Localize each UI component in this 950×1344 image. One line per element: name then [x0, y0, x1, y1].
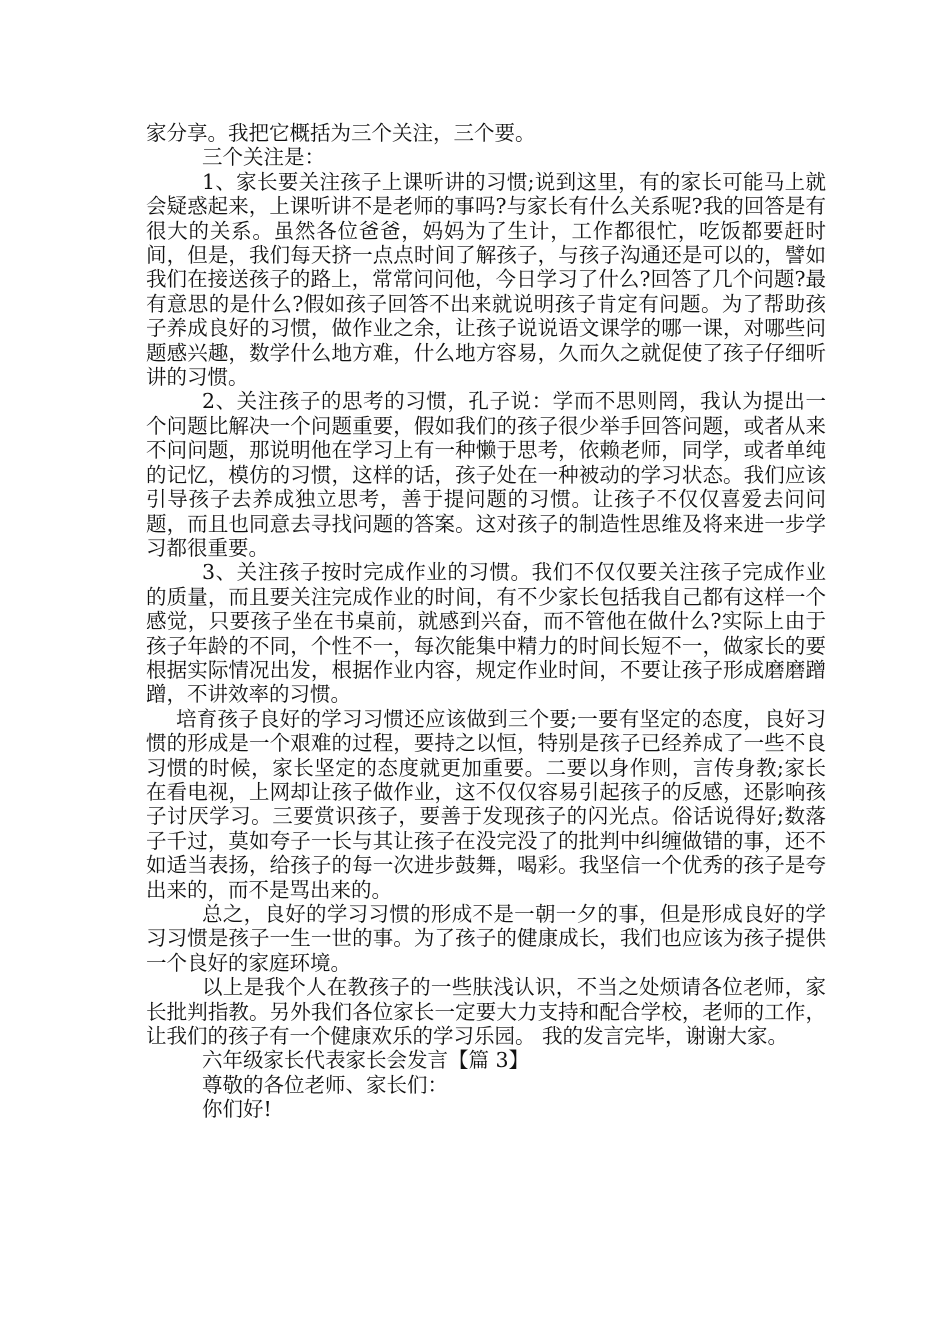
paragraph-closing: 以上是我个人在教孩子的一些肤浅认识，不当之处烦请各位老师，家长批判指教。另外我们各位家长一定要大力支持和配合学校，老师的工作，让我们的孩子有一个健康欢乐的学习乐园。 我的发言完毕，谢谢大家。	[146, 975, 826, 1049]
paragraph-three-musts: 培育孩子良好的学习习惯还应该做到三个要;一要有坚定的态度，良好习惯的形成是一个艰难的过程，要持之以恒，特别是孩子已经养成了一些不良习惯的时候，家长坚定的态度就更加重要。二要以身作则，言传身教;家长在看电视，上网却让孩子做作业，这不仅仅容易引起孩子的反感，还影响孩子讨厌学习。三要赏识孩子，要善于发现孩子的闪光点。俗话说得好;数落子千过，莫如夸子一长与其让孩子在没完没了的批判中纠缠做错的事，还不如适当表扬，给孩子的每一次进步鼓舞，喝彩。我坚信一个优秀的孩子是夸出来的，而不是骂出来的。	[146, 706, 826, 902]
paragraph-three-concerns-intro: 三个关注是：	[202, 145, 325, 170]
paragraph-concern-1: 1、家长要关注孩子上课听讲的习惯;说到这里，有的家长可能马上就会疑惑起来，上课听讲不是老师的事吗?与家长有什么关系呢?我的回答是有很大的关系。虽然各位爸爸，妈妈为了生计，工作都很忙，吃饭都要赶时间，但是，我们每天挤一点点时间了解孩子，与孩子沟通还是可以的，譬如我们在接送孩子的路上，常常问问他，今日学习了什么?回答了几个问题?最有意思的是什么?假如孩子回答不出来就说明孩子肯定有问题。为了帮助孩子养成良好的习惯，做作业之余，让孩子说说语文课学的哪一课，对哪些问题感兴趣，数学什么地方难，什么地方容易，久而久之就促使了孩子仔细听讲的习惯。	[146, 169, 826, 390]
paragraph-concern-3: 3、关注孩子按时完成作业的习惯。我们不仅仅要关注孩子完成作业的质量，而且要关注完成作业的时间，有不少家长包括我自己都有这样一个感觉，只要孩子坐在书桌前，就感到兴奋，而不管他在做什么?实际上由于孩子年龄的不同，个性不一，每次能集中精力的时间长短不一，做家长的要根据实际情况出发，根据作业内容，规定作业时间，不要让孩子形成磨磨蹭蹭，不讲效率的习惯。	[146, 560, 826, 707]
paragraph-summary: 总之，良好的学习习惯的形成不是一朝一夕的事，但是形成良好的学习习惯是孩子一生一世的事。为了孩子的健康成长，我们也应该为孩子提供一个良好的家庭环境。	[146, 902, 826, 975]
section-heading: 六年级家长代表家长会发言【篇 3】	[202, 1048, 530, 1073]
salutation: 尊敬的各位老师、家长们：	[202, 1072, 448, 1097]
paragraph-concern-2: 2、关注孩子的思考的习惯，孔子说：学而不思则罔，我认为提出一个问题比解决一个问题重要，假如我们的孩子很少举手回答问题，或者从来不问问题，那说明他在学习上有一种懒于思考，依赖老师，同学，或者单纯的记忆，模仿的习惯，这样的话，孩子处在一种被动的学习状态。我们应该引导孩子去养成独立思考，善于提问题的习惯。让孩子不仅仅喜爱去问问题，而且也同意去寻找问题的答案。这对孩子的制造性思维及将来进一步学习都很重要。	[146, 389, 826, 560]
greeting: 你们好!	[202, 1097, 272, 1122]
paragraph-continuation: 家分享。我把它概括为三个关注，三个要。	[146, 121, 536, 145]
document-body	[146, 121, 826, 1122]
